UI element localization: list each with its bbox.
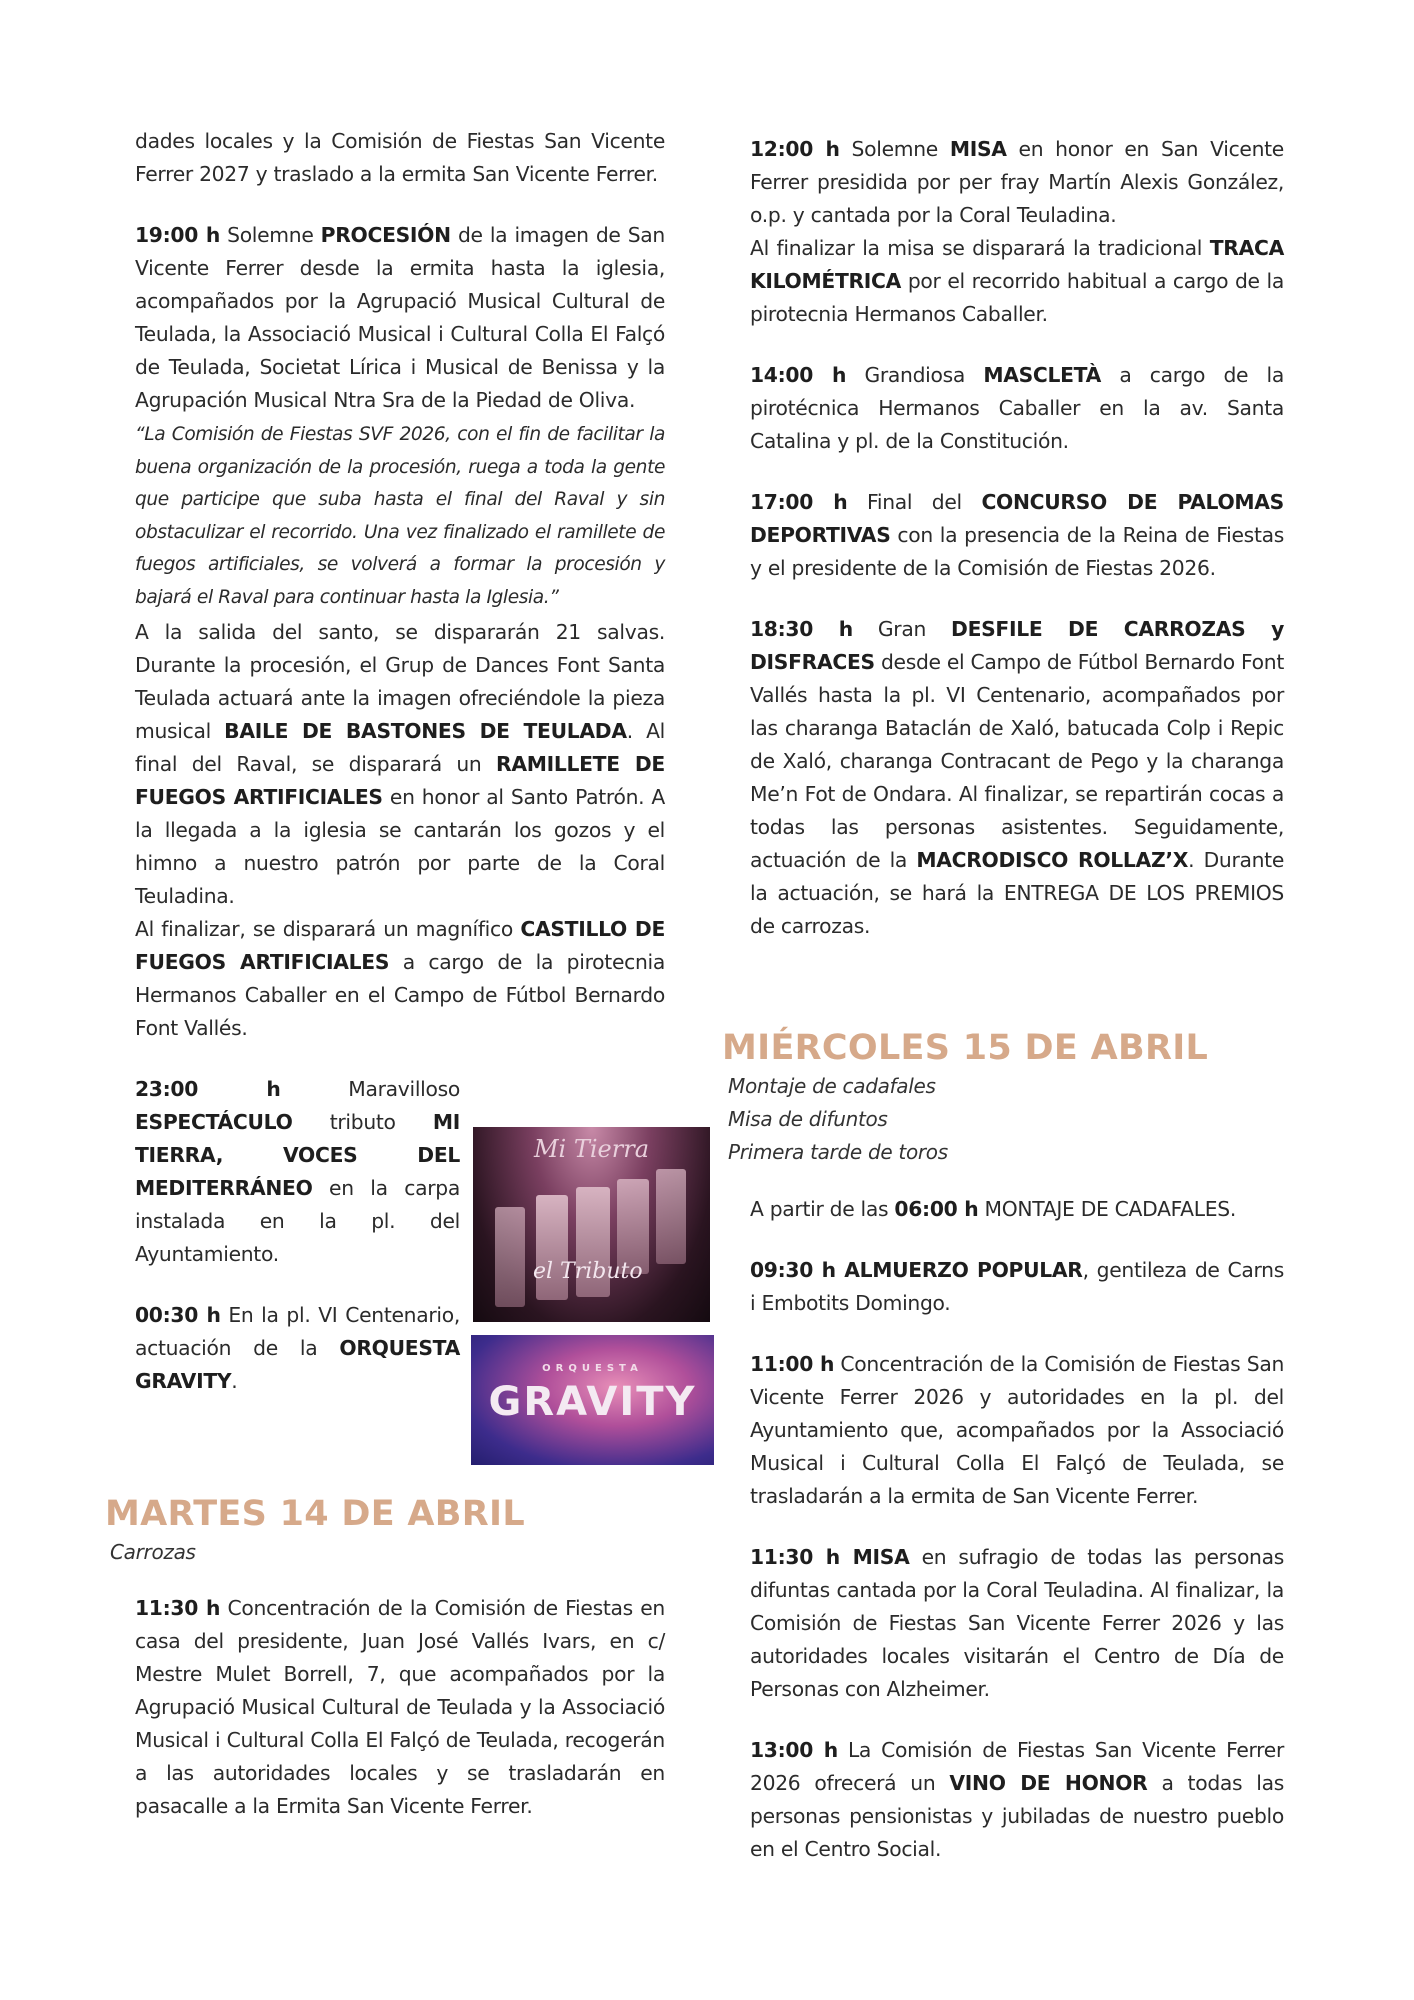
- event-highlight: MACRODISCO ROLLAZ’X: [916, 848, 1189, 872]
- event-desfile: [750, 613, 1284, 943]
- poster-title: Mi Tierra: [533, 1135, 650, 1163]
- event-highlight: DESFILE DE CARROZAS y DISFRACES: [750, 617, 1284, 674]
- day-subtitle: Carrozas: [110, 1540, 196, 1564]
- event-text: , gentileza de Carns i Embotits Domingo.: [750, 1258, 1284, 1315]
- event-time: 19:00 h: [135, 223, 220, 247]
- event-highlight: CONCURSO DE PALOMAS DEPORTIVAS: [750, 490, 1284, 547]
- event-text: .: [231, 1369, 238, 1393]
- event-highlight: TRACA KILOMÉTRICA: [750, 236, 1284, 293]
- event-time: 11:30 h: [135, 1596, 221, 1620]
- portrait-image: [495, 1207, 525, 1307]
- event-text: Maravilloso: [280, 1077, 460, 1101]
- event-text: En la pl. VI Centenario, actuación de la: [135, 1303, 460, 1360]
- event-time: 23:00 h: [135, 1077, 281, 1101]
- event-text: Concentración de la Comisión de Fiestas San Vicente Ferrer 2026 y autoridades en la pl. del Ayuntamiento que, acompañados por la Associació Musical i Cultural Colla El Falçó de Teulada, se trasladarán a la ermita de San Vicente Ferrer.: [750, 1352, 1284, 1508]
- mi-tierra-poster-image: [473, 1127, 710, 1322]
- day-heading-martes: MARTES 14 DE ABRIL: [105, 1494, 525, 1534]
- event-text: desde el Campo de Fútbol Bernardo Font Vallés hasta la pl. VI Centenario, acompañados por las charanga Bataclán de Xaló, batucada Colp i Repic de Xaló, charanga Contracant de Pego y la charanga Me’n Fot de Ondara. Al finalizar, se repartirán cocas a todas las personas asistentes. Seguidamente, actuación de la: [750, 650, 1284, 872]
- event-text: Solemne: [839, 137, 950, 161]
- event-palomas: [750, 486, 1284, 585]
- event-highlight: PROCESIÓN: [320, 223, 451, 247]
- event-text: . Durante la actuación, se hará la ENTREGA DE LOS PREMIOS de carrozas.: [750, 848, 1285, 938]
- event-time: 18:30 h: [750, 617, 853, 641]
- day-heading-miercoles: MIÉRCOLES 15 DE ABRIL: [722, 1028, 1209, 1068]
- event-time: 11:30 h: [750, 1545, 840, 1569]
- event-time: 11:00 h: [750, 1352, 835, 1376]
- event-salvas: [135, 616, 665, 913]
- event-misa-difuntos: [750, 1541, 1284, 1706]
- event-text: Concentración de la Comisión de Fiestas en casa del presidente, Juan José Vallés Ivars, en c/ Mestre Mulet Borrell, 7, que acompañados por la Agrupació Musical Cultural de Teulada y la Associació Musical i Cultural Colla El Falçó de Teulada, recogerán a las autoridades locales y se trasladarán en pasacalle a la Ermita San Vicente Ferrer.: [135, 1596, 665, 1818]
- paragraph-continuation: dades locales y la Comisión de Fiestas San Vicente Ferrer 2027 y traslado a la ermita San Vicente Ferrer.: [135, 129, 665, 186]
- event-traca: [750, 232, 1284, 331]
- event-text: . Al final del Raval, se disparará un: [135, 719, 666, 776]
- gravity-logo-text: GRAVITY: [488, 1379, 697, 1425]
- orquesta-gravity-image: [471, 1335, 714, 1465]
- gravity-small-text: ORQUESTA: [542, 1363, 643, 1374]
- day-subtitle: Primera tarde de toros: [728, 1140, 948, 1164]
- event-time: 00:30 h: [135, 1303, 221, 1327]
- event-text: Gran: [852, 617, 952, 641]
- event-text: Final del: [847, 490, 982, 514]
- event-orquesta: [135, 1299, 460, 1398]
- day-subtitle: Montaje de cadafales: [728, 1074, 936, 1098]
- event-misa: [750, 133, 1284, 232]
- event-text: a todas las personas pensionistas y jubiladas de nuestro pueblo en el Centro Social.: [750, 1771, 1284, 1861]
- event-text: Al finalizar, se disparará un magnífico: [135, 917, 521, 941]
- event-time: 06:00 h: [894, 1197, 979, 1221]
- event-vino-honor: [750, 1734, 1284, 1866]
- event-text: a cargo de la pirotécnica Hermanos Caballer en la av. Santa Catalina y pl. de la Constitución.: [750, 363, 1284, 453]
- event-text: en honor al Santo Patrón. A la llegada a la iglesia se cantarán los gozos y el himno a nuestro patrón por parte de la Coral Teuladina.: [135, 785, 665, 908]
- event-text: Solemne: [219, 223, 321, 247]
- event-highlight: CASTILLO DE FUEGOS ARTIFICIALES: [135, 917, 665, 974]
- event-time: 13:00 h: [750, 1738, 838, 1762]
- martes-events: [135, 1592, 665, 1823]
- event-highlight: MASCLETÀ: [983, 363, 1102, 387]
- event-time: 09:30 h: [750, 1258, 836, 1282]
- event-highlight: MISA: [949, 137, 1007, 161]
- event-concentracion: [135, 1592, 665, 1823]
- event-highlight: VINO DE HONOR: [949, 1771, 1148, 1795]
- event-highlight: ORQUESTA GRAVITY: [135, 1336, 460, 1393]
- right-column: [750, 133, 1284, 943]
- event-montaje: [750, 1193, 1284, 1226]
- event-espectaculo: [135, 1073, 460, 1271]
- event-highlight: ALMUERZO POPULAR: [835, 1258, 1083, 1282]
- event-mascleta: [750, 359, 1284, 458]
- event-time: 17:00 h: [750, 490, 848, 514]
- event-text: de la imagen de San Vicente Ferrer desde la ermita hasta la iglesia, acompañados por la Agrupació Musical Cultural de Teulada, la Associació Musical i Cultural Colla El Falçó de Teulada, Societat Lírica i Musical de Benissa y la Agrupación Musical Ntra Sra de la Piedad de Oliva.: [135, 223, 665, 412]
- event-text: A la salida del santo, se dispararán 21 salvas. Durante la procesión, el Grup de Dances Font Santa Teulada actuará ante la imagen ofreciéndole la pieza musical: [135, 620, 665, 743]
- event-text: La Comisión de Fiestas San Vicente Ferrer 2026 ofrecerá un: [750, 1738, 1284, 1795]
- event-highlight: MI TIERRA, VOCES DEL MEDITERRÁNEO: [135, 1110, 460, 1200]
- poster-subtitle: el Tributo: [533, 1259, 643, 1284]
- portrait-image: [536, 1195, 568, 1300]
- portrait-image: [656, 1169, 686, 1264]
- event-concentracion-autoridades: [750, 1348, 1284, 1513]
- event-almuerzo: [750, 1254, 1284, 1320]
- event-time: 14:00 h: [750, 363, 847, 387]
- event-text: a cargo de la pirotecnia Hermanos Caballer en el Campo de Fútbol Bernardo Font Vallés.: [135, 950, 665, 1040]
- event-text: con la presencia de la Reina de Fiestas y el presidente de la Comisión de Fiestas 2026.: [750, 523, 1284, 580]
- event-text: Al finalizar la misa se disparará la tradicional: [750, 236, 1210, 260]
- event-castillo: [135, 913, 665, 1045]
- event-text: en sufragio de todas las personas difuntas cantada por la Coral Teuladina. Al finalizar, la Comisión de Fiestas San Vicente Ferrer 2026 y las autoridades locales visitarán el Centro de Día de Personas con Alzheimer.: [750, 1545, 1285, 1701]
- event-text: A partir de las: [750, 1197, 895, 1221]
- event-highlight: BAILE DE BASTONES DE TEULADA: [224, 719, 627, 743]
- day-subtitle: Misa de difuntos: [728, 1107, 888, 1131]
- event-highlight: RAMILLETE DE FUEGOS ARTIFICIALES: [135, 752, 665, 809]
- event-procesion: [135, 219, 665, 417]
- event-text: Grandiosa: [846, 363, 984, 387]
- event-text: MONTAJE DE CADAFALES.: [978, 1197, 1236, 1221]
- event-text: en la carpa instalada en la pl. del Ayuntamiento.: [135, 1176, 460, 1266]
- miercoles-events: [750, 1193, 1284, 1866]
- procession-note-quote: “La Comisión de Fiestas SVF 2026, con el fin de facilitar la buena organización de la procesión, ruega a toda la gente que participe que suba hasta el final del Raval y sin obstaculizar el recorrido. Una vez finalizado el ramillete de fuegos artificiales, se volverá a formar la procesión y bajará el Raval para continuar hasta la Iglesia.”: [135, 424, 665, 608]
- event-highlight: MISA: [839, 1545, 910, 1569]
- event-text: tributo: [292, 1110, 433, 1134]
- event-highlight: ESPECTÁCULO: [135, 1110, 293, 1134]
- event-text: por el recorrido habitual a cargo de la pirotecnia Hermanos Caballer.: [750, 269, 1284, 326]
- event-time: 12:00 h: [750, 137, 840, 161]
- event-text: en honor en San Vicente Ferrer presidida por per fray Martín Alexis González, o.p. y cantada por la Coral Teuladina.: [750, 137, 1284, 227]
